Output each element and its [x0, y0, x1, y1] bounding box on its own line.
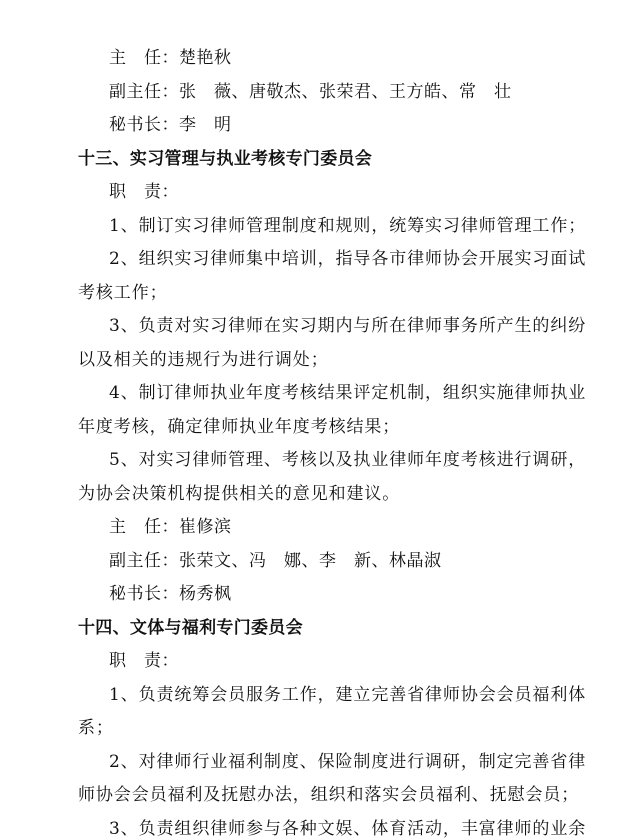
duty-item-4: 4、制订律师执业年度考核结果评定机制，组织实施律师执业	[109, 383, 587, 403]
duty-item-3-continued: 以及相关的违规行为进行调处；	[78, 350, 329, 370]
duty-item-14-1-continued: 系；	[78, 718, 114, 738]
secretary-general-line: 秘书长：李 明	[109, 115, 232, 135]
secretary-general-line-13: 秘书长：杨秀枫	[109, 584, 232, 604]
duties-label-14: 职 责：	[109, 651, 179, 671]
section-14-heading: 十四、文体与福利专门委员会	[78, 618, 303, 638]
duty-item-5: 5、对实习律师管理、考核以及执业律师年度考核进行调研，	[109, 450, 587, 470]
duty-item-2: 2、组织实习律师集中培训，指导各市律师协会开展实习面试	[109, 249, 587, 269]
duty-item-14-2: 2、对律师行业福利制度、保险制度进行调研，制定完善省律	[109, 752, 587, 772]
duty-item-14-1: 1、负责统筹会员服务工作，建立完善省律师协会会员福利体	[109, 685, 587, 705]
deputy-director-line: 副主任：张 薇、唐敬杰、张荣君、王方皓、常 壮	[109, 82, 512, 102]
duty-item-1: 1、制订实习律师管理制度和规则，统筹实习律师管理工作；	[109, 216, 587, 236]
director-line: 主 任：楚艳秋	[109, 48, 232, 68]
duty-item-14-3: 3、负责组织律师参与各种文娱、体育活动，丰富律师的业余	[109, 819, 587, 839]
duties-label: 职 责：	[109, 182, 179, 202]
director-line-13: 主 任：崔修滨	[109, 517, 232, 537]
duty-item-2-continued: 考核工作；	[78, 283, 168, 303]
duty-item-3: 3、负责对实习律师在实习期内与所在律师事务所产生的纠纷	[109, 316, 587, 336]
section-13-heading: 十三、实习管理与执业考核专门委员会	[78, 149, 373, 169]
duty-item-14-2-continued: 师协会会员福利及抚慰办法，组织和落实会员福利、抚慰会员；	[78, 785, 580, 805]
deputy-director-line-13: 副主任：张荣文、冯 娜、李 新、林晶淑	[109, 551, 442, 571]
duty-item-5-continued: 为协会决策机构提供相关的意见和建议。	[78, 484, 401, 504]
duty-item-4-continued: 年度考核，确定律师执业年度考核结果；	[78, 417, 401, 437]
